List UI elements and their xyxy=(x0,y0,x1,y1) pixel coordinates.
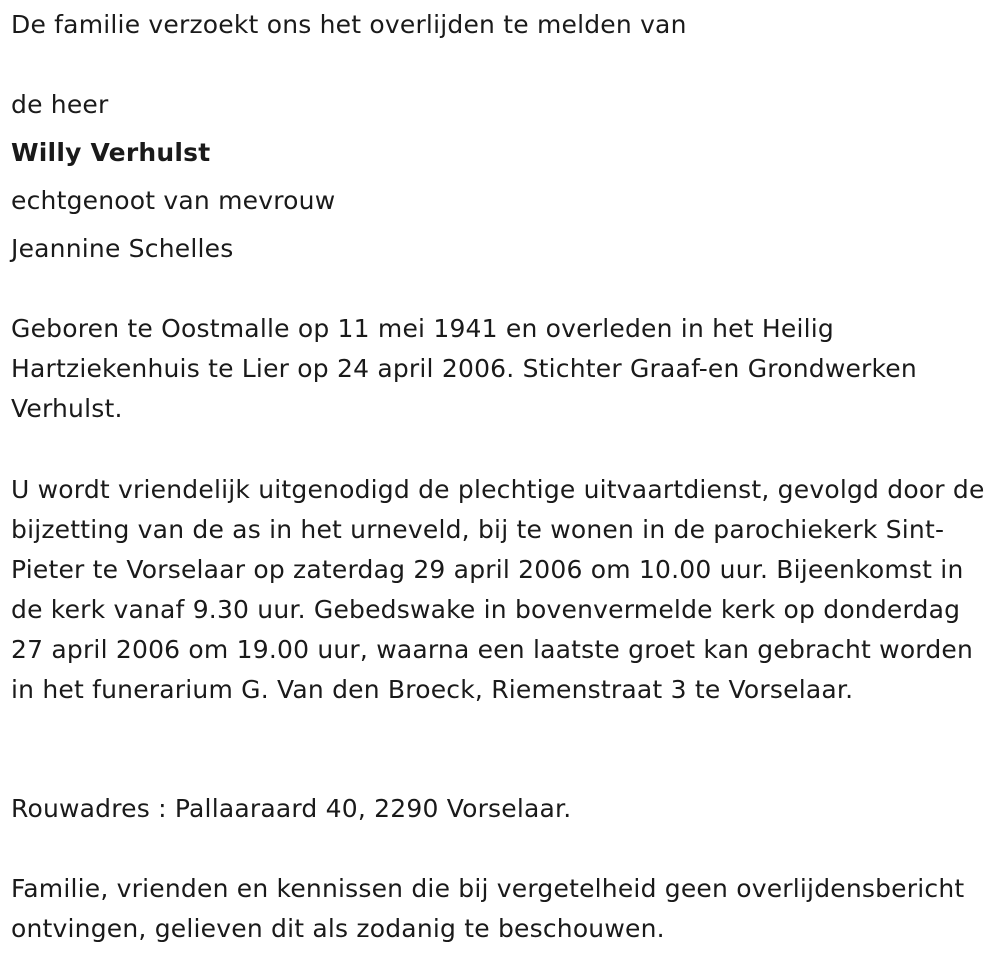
spouse-label: echtgenoot van mevrouw xyxy=(11,186,336,215)
closing-paragraph: Familie, vrienden en kennissen die bij vergetelheid geen overlijdensbericht ontvingen, gelieven dit als zodanig te beschouwen. xyxy=(11,874,965,943)
mourning-address: Rouwadres : Pallaaraard 40, 2290 Vorselaar. xyxy=(11,794,572,823)
birth-death-paragraph: Geboren te Oostmalle op 11 mei 1941 en overleden in het Heilig Hartziekenhuis te Lier op 24 april 2006. Stichter Graaf-en Grondwerken Verhulst. xyxy=(11,314,917,423)
funeral-paragraph: U wordt vriendelijk uitgenodigd de plechtige uitvaartdienst, gevolgd door de bijzetting van de as in het urneveld, bij te wonen in de parochiekerk Sint-Pieter te Vorselaar op zaterdag 29 april 2006 om 10.00 uur. Bijeenkomst in de kerk vanaf 9.30 uur. Gebedswake in bovenvermelde kerk op donderdag 27 april 2006 om 19.00 uur, waarna een laatste groet kan gebracht worden in het funerarium G. Van den Broeck, Riemenstraat 3 te Vorselaar. xyxy=(11,475,985,704)
spouse-name: Jeannine Schelles xyxy=(11,234,234,263)
title-prefix: de heer xyxy=(11,90,109,119)
deceased-name: Willy Verhulst xyxy=(11,138,211,167)
intro-text: De familie verzoekt ons het overlijden te melden van xyxy=(11,10,687,39)
